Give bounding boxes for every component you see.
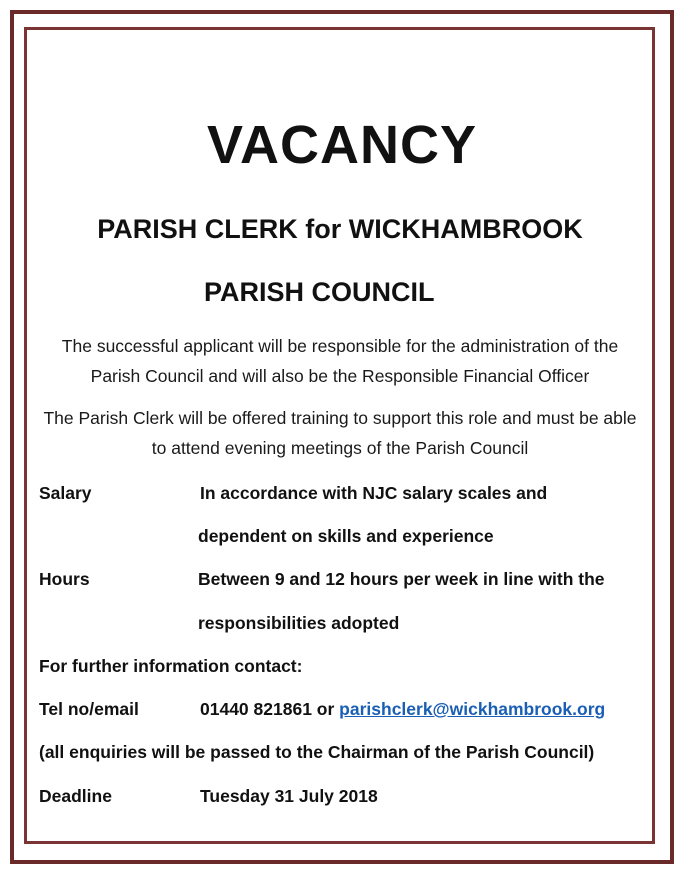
page-title: VACANCY [206,115,477,175]
salary-label: Salary [39,483,92,503]
hours-value-line1: Between 9 and 12 hours per week in line with the [198,569,605,589]
subtitle-job-title: PARISH CLERK for WICKHAMBROOK [97,214,583,244]
email-link[interactable]: parishclerk@wickhambrook.org [339,699,606,719]
phone-number: 01440 821861 or [200,699,335,719]
hours-label: Hours [39,569,90,589]
description-paragraph-training: The Parish Clerk will be offered training to support this role and must be able to attend evening meetings of the Parish Council [43,408,637,458]
salary-value-line2: dependent on skills and experience [198,526,494,546]
hours-value-line2: responsibilities adopted [198,613,400,633]
contact-label: Tel no/email [39,699,139,719]
subtitle-council: PARISH COUNCIL [204,277,435,307]
contact-value [200,697,605,721]
salary-value-line1: In accordance with NJC salary scales and [200,483,548,503]
deadline-label: Deadline [39,786,112,806]
further-info-heading: For further information contact: [39,656,303,676]
description-paragraph-responsibilities: The successful applicant will be responsible for the administration of the Parish Council and will also be the Responsible Financial Officer [61,336,619,386]
deadline-value: Tuesday 31 July 2018 [200,786,378,806]
enquiries-note: (all enquiries will be passed to the Chairman of the Parish Council) [39,742,595,762]
